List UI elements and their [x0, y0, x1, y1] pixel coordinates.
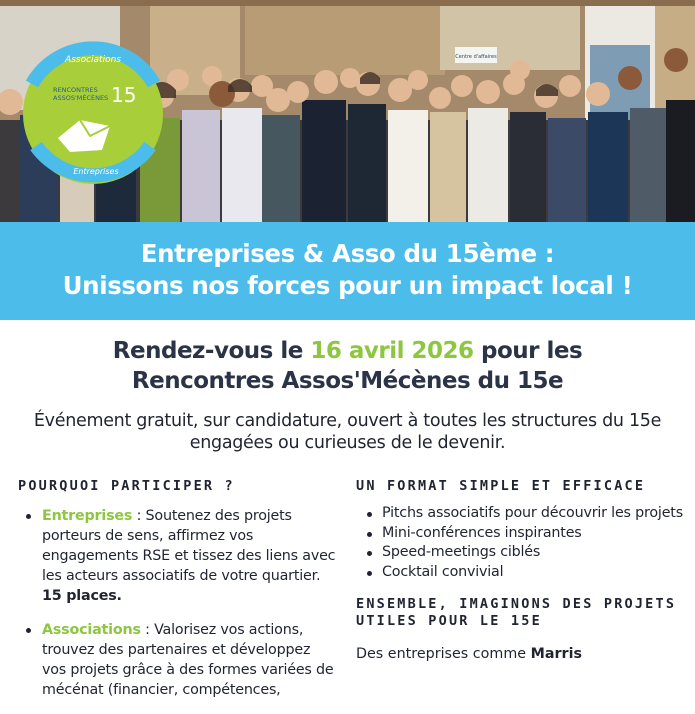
- logo-bottom-text: Entreprises: [73, 167, 119, 176]
- why-text-entreprises: : Soutenez des projets porteurs de sens, affirmez vos engagements RSE et tissez des liens avec les acteurs associatifs de votre quartier.: [42, 508, 336, 584]
- banner-title: [0, 222, 695, 302]
- why-keyword-associations: Associations: [42, 622, 141, 638]
- why-text-associations: : Valorisez vos actions, trouvez des partenaires et développez vos projets grâce à des formes variées de mécénat (financier, compétences,: [42, 622, 334, 698]
- list-item: Pitchs associatifs pour découvrir les projets: [356, 504, 686, 524]
- why-participate-section: [18, 478, 338, 714]
- event-headline: [0, 336, 695, 396]
- rencontres-logo: [18, 40, 168, 188]
- banner-title-line1: Entreprises & Asso du 15ème :: [140, 239, 555, 268]
- format-title: UN FORMAT SIMPLE ET EFFICACE: [356, 478, 646, 494]
- logo-line1: RENCONTRES: [53, 86, 98, 94]
- title-banner: [0, 222, 695, 320]
- group-photo: [0, 0, 695, 222]
- together-text: [356, 644, 686, 664]
- headline-line2: Rencontres Assos'Mécènes du 15e: [131, 368, 564, 394]
- together-text-bold: Marris: [530, 646, 582, 662]
- intro-text: Événement gratuit, sur candidature, ouvert à toutes les structures du 15e engagées ou curieuses de le devenir.: [33, 411, 662, 453]
- list-item: [18, 620, 338, 700]
- list-item: Speed-meetings ciblés: [356, 543, 686, 563]
- places-count: 15 places.: [42, 588, 122, 604]
- together-title: ENSEMBLE, IMAGINONS DES PROJETS UTILES POUR LE 15E: [356, 596, 677, 629]
- headline-line1: [0, 336, 695, 366]
- logo-line2: ASSOS'MÉCÈNES: [53, 94, 109, 102]
- why-list: [18, 506, 338, 700]
- event-date: 16 avril 2026: [310, 338, 474, 364]
- format-list: [356, 504, 686, 582]
- headline-post-date: pour les: [473, 338, 583, 364]
- list-item: [18, 506, 338, 606]
- why-title: POURQUOI PARTICIPER ?: [18, 478, 235, 494]
- logo-number: 15: [111, 83, 137, 107]
- sign-label: Centre d'affaires: [455, 54, 497, 60]
- list-item: Cocktail convivial: [356, 563, 686, 583]
- headline-pre-date: Rendez-vous le: [112, 338, 311, 364]
- list-item: Mini-conférences inspirantes: [356, 524, 686, 544]
- logo-top-text: Associations: [65, 55, 121, 65]
- banner-title-line2: Unissons nos forces pour un impact local !: [62, 271, 633, 300]
- together-text-pre: Des entreprises comme: [356, 646, 531, 662]
- why-keyword-entreprises: Entreprises: [42, 508, 133, 524]
- format-section: [356, 478, 686, 664]
